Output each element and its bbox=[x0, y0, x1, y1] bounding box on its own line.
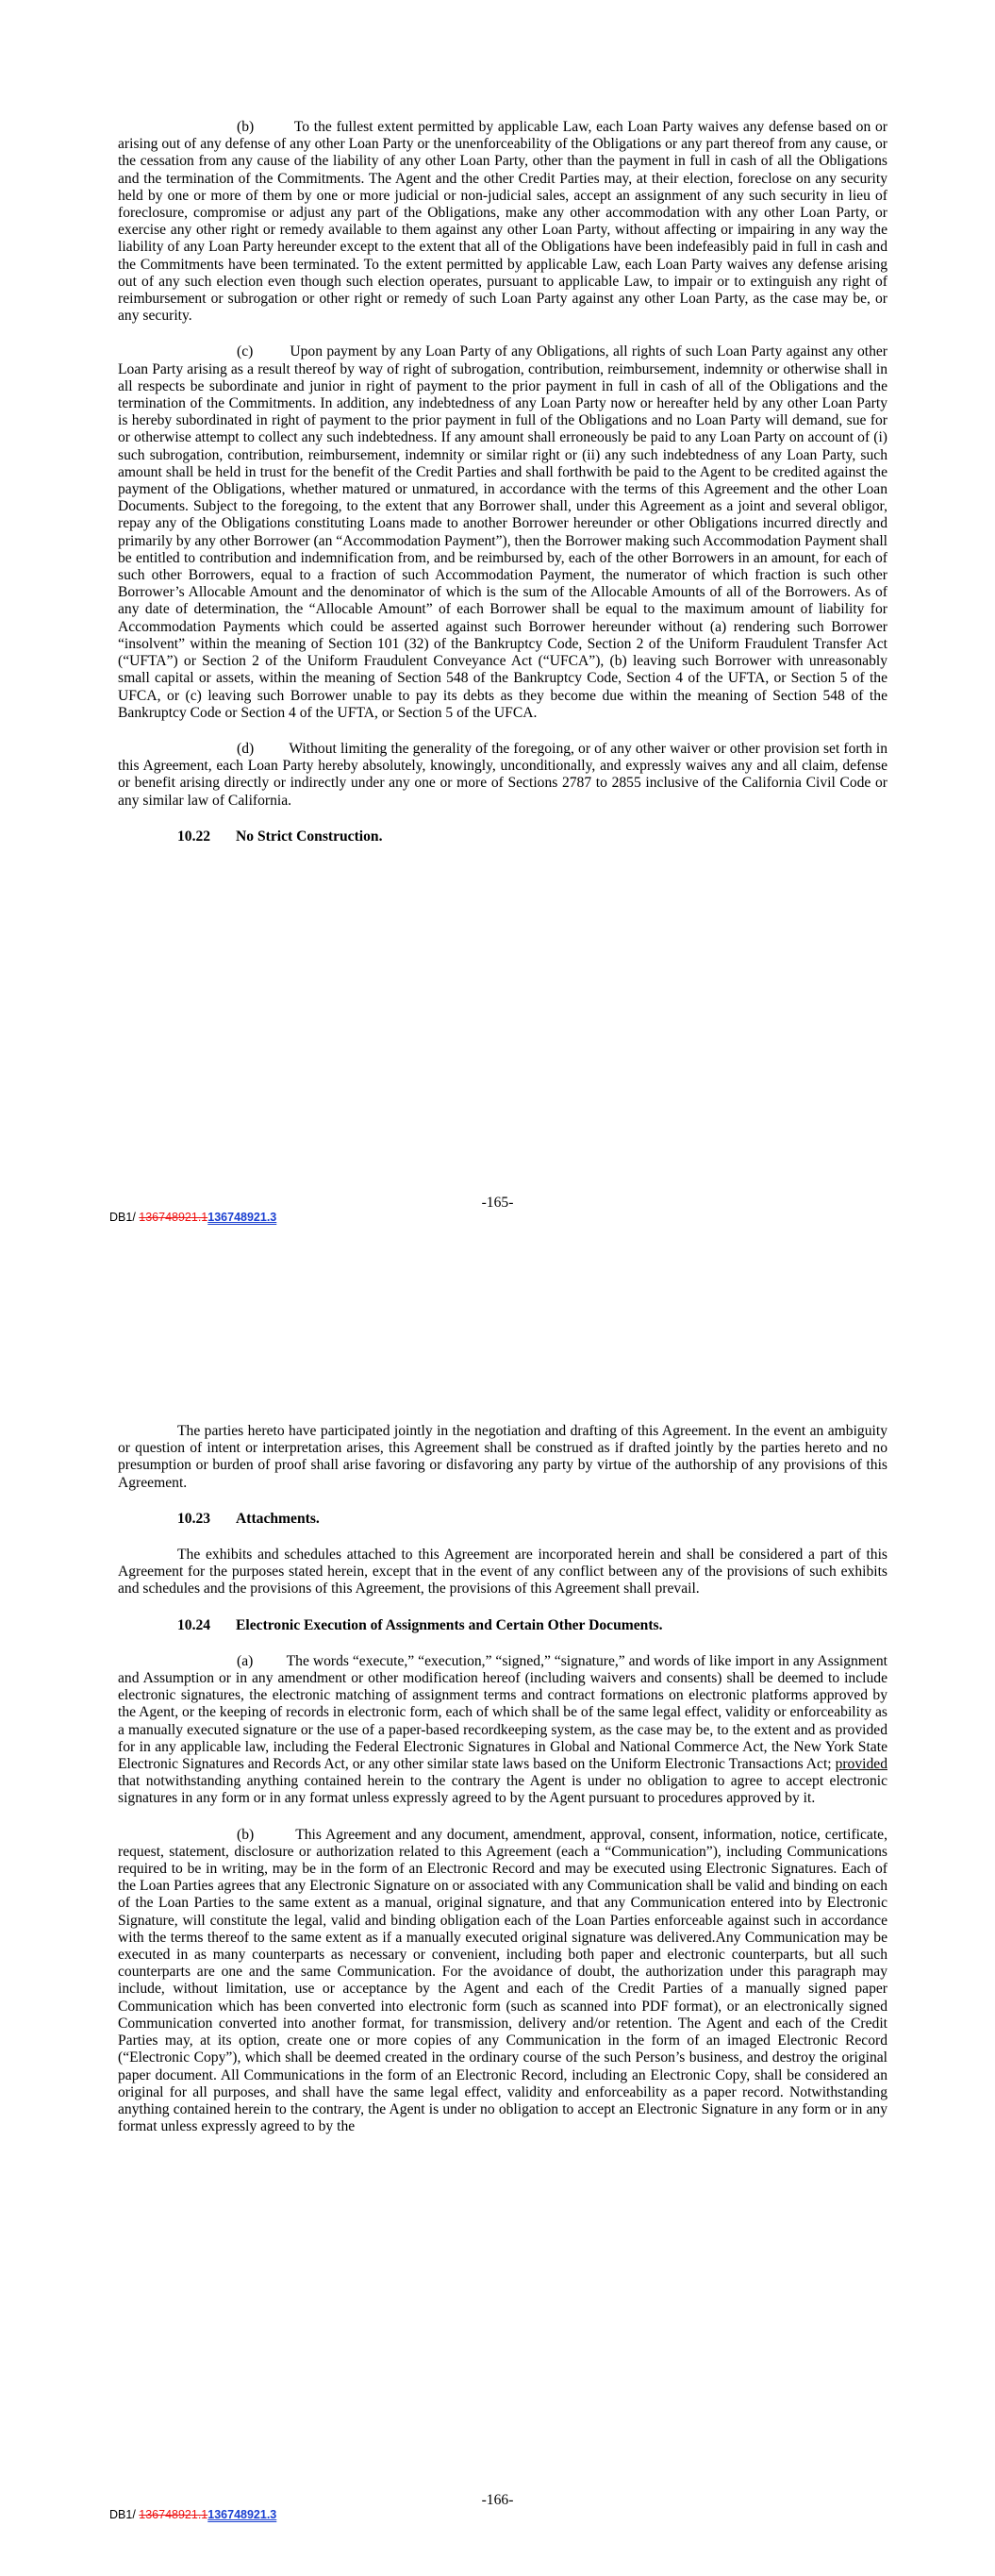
page-166-body bbox=[118, 1423, 887, 2154]
section-title: No Strict Construction. bbox=[236, 828, 383, 845]
paragraph-text: Without limiting the generality of the foregoing, or of any other waiver or other provision set forth in this Agreement, each Loan Party hereby absolutely, knowingly, unconditionally, and expressly waives any and all claim, defense or benefit arising directly or indirectly under any one or more of Sections 2787 to 2855 inclusive of the California Civil Code or any similar law of California. bbox=[118, 740, 887, 809]
section-number: 10.24 bbox=[177, 1616, 211, 1633]
paragraph-label: (d) bbox=[237, 740, 255, 757]
document-id-footer bbox=[109, 2508, 276, 2521]
doc-id-deleted: 136748921.1 bbox=[139, 2508, 208, 2521]
paragraph-10-23-body: The exhibits and schedules attached to this Agreement are incorporated herein and shall be considered a part of this Agreement for the purposes stated herein, except that in the event of any conflict between any of the provisions of such exhibits and schedules and the provisions of this Agreement, the provisions of this Agreement shall prevail. bbox=[118, 1547, 887, 1597]
paragraph-10-22-body: The parties hereto have participated jointly in the negotiation and drafting of this Agreement. In the event an ambiguity or question of intent or interpretation arises, this Agreement shall be construed as if drafted jointly by the parties hereto and no presumption or burden of proof shall arise favoring or disfavoring any party by virtue of the authorship of any provisions of this Agreement. bbox=[118, 1423, 887, 1491]
paragraph-text: The words “execute,” “execution,” “signed,” “signature,” and words of like import in any Assignment and Assumption or in any amendment or other modification hereof (including waivers and consents) shall be deemed to include electronic signatures, the electronic matching of assignment terms and contract formations on electronic platforms approved by the Agent, or the keeping of records in electronic form, each of which shall be of the same legal effect, validity or enforceability as a manually executed signature or the use of a paper-based recordkeeping system, as the case may be, to the extent and as provided for in any applicable law, including the Federal Electronic Signatures in Global and National Commerce Act, the New York State Electronic Signatures and Records Act, or any other similar state laws based on the Uniform Electronic Transactions Act; bbox=[118, 1652, 887, 1773]
page-165-body bbox=[118, 119, 887, 864]
document-id-footer bbox=[109, 1211, 276, 1224]
paragraph-b bbox=[118, 1827, 887, 2136]
doc-id-inserted: 136748921.3 bbox=[207, 1211, 277, 1224]
section-title: Attachments. bbox=[236, 1510, 320, 1527]
paragraph-b bbox=[118, 119, 887, 325]
section-title: Electronic Execution of Assignments and Certain Other Documents. bbox=[236, 1616, 663, 1633]
paragraph-text-continued: that notwithstanding anything contained herein to the contrary the Agent is under no obligation to agree to accept electronic signatures in any form or in any format unless expressly agreed to by the Agent pursuant to procedures approved by it. bbox=[118, 1773, 887, 1807]
section-number: 10.22 bbox=[177, 828, 211, 845]
section-heading-10-22 bbox=[177, 828, 887, 845]
page-166 bbox=[0, 1288, 995, 2576]
section-heading-10-23 bbox=[177, 1511, 887, 1528]
provided-term: provided bbox=[835, 1756, 887, 1773]
page-number: -166- bbox=[481, 2492, 514, 2508]
paragraph-label: (c) bbox=[237, 343, 254, 360]
paragraph-text: This Agreement and any document, amendment, approval, consent, information, notice, certificate, request, statement, disclosure or authorization related to this Agreement (each a “Communication”), including Communications required to be in writing, may be in the form of an Electronic Record and may be executed using Electronic Signatures. Each of the Loan Parties agrees that any Electronic Signature on or associated with any Communication shall be valid and binding on each of the Loan Parties to the same extent as a manual, original signature, and that any Communication entered into by Electronic Signature, will constitute the legal, valid and binding obligation each of the Loan Parties enforceable against such in accordance with the terms thereof to the same extent as if a manually executed original signature was delivered.Any Communication may be executed in as many counterparts as necessary or convenient, including both paper and electronic counterparts, but all such counterparts are one and the same Communication. For the avoidance of doubt, the authorization under this paragraph may include, without limitation, use or acceptance by the Agent and each of the Credit Parties of a manually signed paper Communication which has been converted into electronic form (such as scanned into PDF format), or an electronically signed Communication converted into another format, for transmission, delivery and/or retention. The Agent and each of the Credit Parties may, at its option, create one or more copies of any Communication in the form of an imaged Electronic Record (“Electronic Copy”), which shall be deemed created in the ordinary course of the such Person’s business, and destroy the original paper document. All Communications in the form of an Electronic Record, including an Electronic Copy, shall be considered an original for all purposes, and shall have the same legal effect, validity and enforceability as a paper record. Notwithstanding anything contained herein to the contrary, the Agent is under no obligation to accept an Electronic Signature in any form or in any format unless expressly agreed to by the bbox=[118, 1826, 887, 2135]
page-number: -165- bbox=[481, 1195, 514, 1211]
doc-id-inserted: 136748921.3 bbox=[207, 2508, 277, 2521]
paragraph-label: (a) bbox=[237, 1652, 254, 1669]
paragraph-c bbox=[118, 343, 887, 721]
section-heading-10-24 bbox=[177, 1617, 887, 1634]
paragraph-label: (b) bbox=[237, 119, 255, 135]
paragraph-text: To the fullest extent permitted by applicable Law, each Loan Party waives any defense based on or arising out of any defense of any other Loan Party or the unenforceability of the Obligations or any part thereof from any cause, or the cessation from any cause of the liability of any other Loan Party, other than the payment in full in cash of all the Obligations and the termination of the Commitments. The Agent and the other Credit Parties may, at their election, foreclose on any security held by one or more of them by one or more judicial or non-judicial sales, accept an assignment of any such security in lieu of foreclosure, compromise or adjust any part of the Obligations, make any other accommodation with any other Loan Party, or exercise any other right or remedy available to them against any other Loan Party, without affecting or impairing in any way the liability of any Loan Party hereunder except to the extent that all of the Obligations have been indefeasibly paid in full in cash and the Commitments have been terminated. To the extent permitted by applicable Law, each Loan Party waives any defense arising out of any such election even though such election operates, pursuant to applicable Law, to impair or to extinguish any right of reimbursement or subrogation or other right or remedy of such Loan Party against any other Loan Party, as the case may be, or any security. bbox=[118, 119, 887, 325]
section-number: 10.23 bbox=[177, 1510, 211, 1527]
paragraph-label: (b) bbox=[237, 1826, 255, 1843]
paragraph-text: Upon payment by any Loan Party of any Obligations, all rights of such Loan Party against any other Loan Party arising as a result thereof by way of right of subrogation, contribution, reimbursement, indemnity or otherwise shall in all respects be subordinate and junior in right of payment to the prior payment in full in cash of all of the Obligations and the termination of the Commitments. In addition, any indebtedness of any Loan Party now or hereafter held by any other Loan Party is hereby subordinated in right of payment to the prior payment in full of the Obligations and no Loan Party will demand, sue for or otherwise attempt to collect any such indebtedness. If any amount shall erroneously be paid to any Loan Party on account of (i) such subrogation, contribution, reimbursement, indemnity or similar right or (ii) any such indebtedness of any Loan Party, such amount shall be held in trust for the benefit of the Credit Parties and shall forthwith be paid to the Agent to be credited against the payment of the Obligations, whether matured or unmatured, in accordance with the terms of this Agreement and the other Loan Documents. Subject to the foregoing, to the extent that any Borrower shall, under this Agreement as a joint and several obligor, repay any of the Obligations constituting Loans made to another Borrower hereunder or other Obligations incurred directly and primarily by any other Borrower (an “Accommodation Payment”), then the Borrower making such Accommodation Payment shall be entitled to contribution and indemnification from, and be reimbursed by, each of the other Borrowers in an amount, for each of such other Borrowers, equal to a fraction of such Accommodation Payment, the numerator of which fraction is such other Borrower’s Allocable Amount and the denominator of which is the sum of the Allocable Amounts of all of the Borrowers. As of any date of determination, the “Allocable Amount” of each Borrower shall be equal to the maximum amount of liability for Accommodation Payments which could be asserted against such Borrower hereunder without (a) rendering such Borrower “insolvent” within the meaning of Section 101 (32) of the Bankruptcy Code, Section 2 of the Uniform Fraudulent Transfer Act (“UFTA”) or Section 2 of the Uniform Fraudulent Conveyance Act (“UFCA”), (b) leaving such Borrower with unreasonably small capital or assets, within the meaning of Section 548 of the Bankruptcy Code, Section 4 of the UFTA, or Section 5 of the UFCA, or (c) leaving such Borrower unable to pay its debts as they become due within the meaning of Section 548 of the Bankruptcy Code or Section 4 of the UFTA, or Section 5 of the UFCA. bbox=[118, 343, 887, 721]
doc-id-deleted: 136748921.1 bbox=[139, 1211, 208, 1224]
paragraph-d bbox=[118, 741, 887, 810]
doc-id-prefix: DB1/ bbox=[109, 2508, 140, 2521]
paragraph-a bbox=[118, 1653, 887, 1808]
doc-id-prefix: DB1/ bbox=[109, 1211, 140, 1224]
